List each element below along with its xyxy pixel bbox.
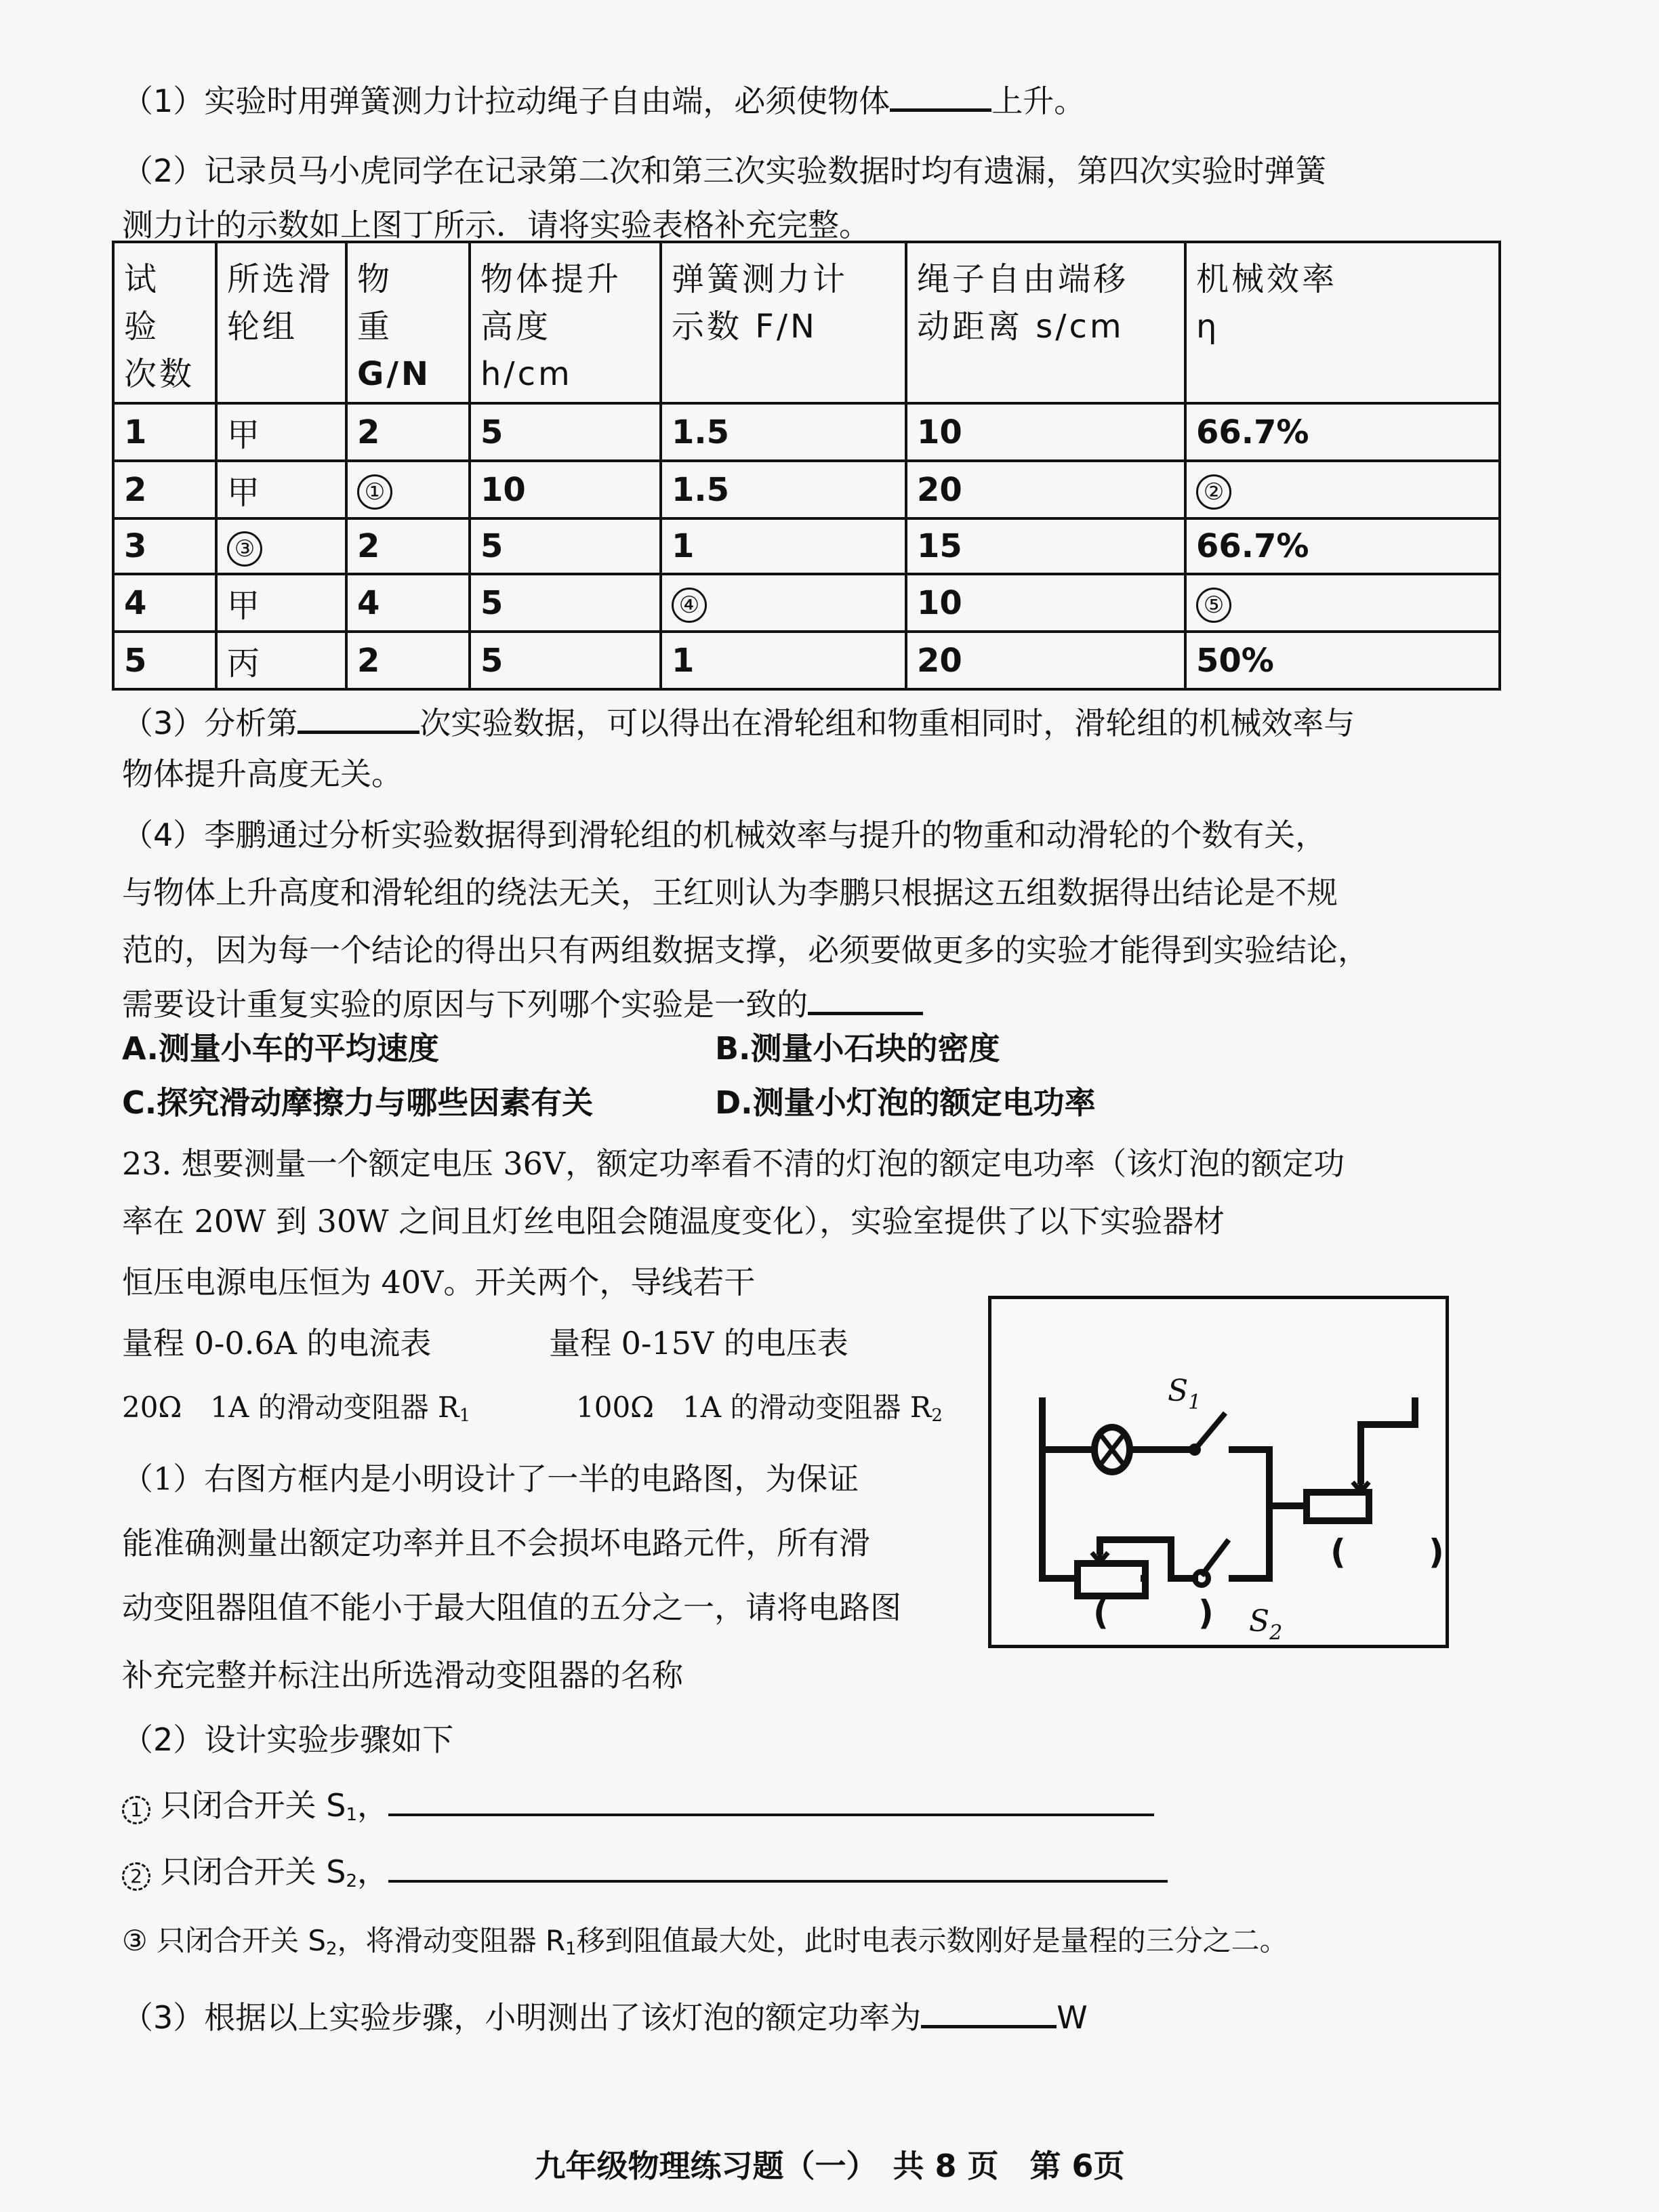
q22-part4-line4 bbox=[122, 979, 923, 1026]
table-cell: 20 bbox=[906, 461, 1185, 518]
option-b[interactable]: B.测量小石块的密度 bbox=[715, 1030, 1000, 1067]
blank-cell-4[interactable] bbox=[661, 574, 906, 632]
q22-part2-line1: （2）记录员马小虎同学在记录第二次和第三次实验数据时均有遗漏，第四次实验时弹簧 bbox=[122, 152, 1327, 189]
table-cell: 2 bbox=[113, 461, 216, 518]
power-answer-blank[interactable] bbox=[921, 1992, 1057, 2028]
table-cell: 甲 bbox=[216, 574, 346, 632]
table-cell: 10 bbox=[470, 461, 661, 518]
power-unit: W bbox=[1057, 1999, 1088, 2036]
equipment-voltmeter: 量程 0-15V 的电压表 bbox=[549, 1325, 848, 1361]
step-2-number: 2 bbox=[122, 1862, 150, 1891]
step-3-text-a: 只闭合开关 S bbox=[157, 1924, 327, 1957]
step-3-subscript-b: 1 bbox=[565, 1939, 577, 1959]
step-1-number: 1 bbox=[122, 1796, 150, 1824]
blank-cell-5[interactable] bbox=[1185, 574, 1500, 632]
header-cell: 弹簧测力计 示数 F/N bbox=[661, 242, 906, 403]
equipment-ammeter: 量程 0-0.6A 的电流表 bbox=[122, 1325, 432, 1361]
q22-part3 bbox=[122, 698, 1355, 745]
step-3-text-c: 移到阻值最大处，此时电表示数刚好是量程的三分之二。 bbox=[576, 1924, 1288, 1957]
table-cell: 1 bbox=[113, 403, 216, 461]
table-cell: 2 bbox=[346, 518, 470, 574]
q23-part3 bbox=[122, 1992, 1088, 2039]
q23-part2-title: （2）设计实验步骤如下 bbox=[122, 1721, 454, 1758]
r1-subscript: 1 bbox=[459, 1406, 471, 1426]
circuit-diagram-box bbox=[988, 1296, 1449, 1648]
q23-part1-line2: 能准确测量出额定功率并且不会损坏电路元件，所有滑 bbox=[122, 1525, 870, 1561]
header-cell: 物 重 G/N bbox=[346, 242, 470, 403]
experiment-table bbox=[112, 241, 1501, 691]
step-1-comma: ， bbox=[357, 1787, 388, 1824]
blank-cell-2[interactable] bbox=[1185, 461, 1500, 518]
r2-text: 100Ω 1A 的滑动变阻器 R bbox=[576, 1391, 932, 1424]
table-row bbox=[113, 461, 1500, 518]
table-row bbox=[113, 403, 1500, 461]
table-cell: 15 bbox=[906, 518, 1185, 574]
table-cell: 50% bbox=[1185, 632, 1500, 689]
table-cell: 1 bbox=[661, 518, 906, 574]
table-row bbox=[113, 632, 1500, 689]
page-footer: 九年级物理练习题（一） 共 8 页 第 6页 bbox=[534, 2148, 1125, 2184]
q22-part1 bbox=[122, 76, 1085, 123]
answer-blank[interactable] bbox=[808, 979, 923, 1015]
rheostat-bottom-icon[interactable] bbox=[1078, 1543, 1145, 1596]
circuit-diagram bbox=[991, 1299, 1446, 1645]
step-2-answer-blank[interactable] bbox=[388, 1853, 1168, 1883]
q22-part4-line3: 范的，因为每一个结论的得出只有两组数据支撑，必须要做更多的实验才能得到实验结论， bbox=[122, 932, 1369, 968]
table-cell: 2 bbox=[346, 403, 470, 461]
blank-marker: ② bbox=[1196, 474, 1231, 510]
step-1 bbox=[122, 1784, 1154, 1837]
table-cell: 66.7% bbox=[1185, 403, 1500, 461]
q22-part4-line1: （4）李鹏通过分析实验数据得到滑轮组的机械效率与提升的物重和动滑轮的个数有关， bbox=[122, 817, 1327, 853]
q22-part3-line2: 物体提升高度无关。 bbox=[122, 756, 403, 792]
q22-part4-line4-text: 需要设计重复实验的原因与下列哪个实验是一致的 bbox=[122, 986, 808, 1023]
header-cell: 物体提升 高度 h/cm bbox=[470, 242, 661, 403]
table-cell: 3 bbox=[113, 518, 216, 574]
table-cell: 5 bbox=[113, 632, 216, 689]
right-paren-close: ) bbox=[1429, 1532, 1444, 1572]
table-cell: 10 bbox=[906, 574, 1185, 632]
q23-intro-line2: 率在 20W 到 30W 之间且灯丝电阻会随温度变化），实验室提供了以下实验器材 bbox=[122, 1203, 1225, 1240]
q23-part3-prefix: （3）根据以上实验步骤，小明测出了该灯泡的额定功率为 bbox=[122, 1999, 922, 2036]
table-cell: 2 bbox=[346, 632, 470, 689]
table-cell: 66.7% bbox=[1185, 518, 1500, 574]
right-paren-open: ( bbox=[1330, 1532, 1346, 1572]
option-d[interactable]: D.测量小灯泡的额定电功率 bbox=[715, 1084, 1096, 1121]
blank-cell-1[interactable] bbox=[346, 461, 470, 518]
q23-intro-line1: 23. 想要测量一个额定电压 36V，额定功率看不清的灯泡的额定电功率（该灯泡的额定功 bbox=[122, 1145, 1345, 1182]
q22-part4-line2: 与物体上升高度和滑轮组的绕法无关，王红则认为李鹏只根据这五组数据得出结论是不规 bbox=[122, 874, 1338, 911]
table-cell: 5 bbox=[470, 574, 661, 632]
answer-blank[interactable] bbox=[890, 76, 991, 112]
header-cell: 所选滑 轮组 bbox=[216, 242, 346, 403]
table-cell: 5 bbox=[470, 632, 661, 689]
q22-part1-prefix: （1）实验时用弹簧测力计拉动绳子自由端，必须使物体 bbox=[122, 83, 890, 119]
r1-text: 20Ω 1A 的滑动变阻器 R bbox=[122, 1391, 459, 1424]
table-cell: 5 bbox=[470, 403, 661, 461]
step-3 bbox=[122, 1919, 1288, 1971]
step-3-text-b: ，将滑动变阻器 R bbox=[337, 1924, 566, 1957]
equipment-power: 恒压电源电压恒为 40V。开关两个，导线若干 bbox=[122, 1264, 756, 1300]
equipment-r2 bbox=[576, 1386, 943, 1437]
step-3-number: ③ bbox=[122, 1924, 148, 1957]
blank-cell-3[interactable] bbox=[216, 518, 346, 574]
r2-subscript: 2 bbox=[931, 1406, 943, 1426]
q23-part1-line4: 补充完整并标注出所选滑动变阻器的名称 bbox=[122, 1657, 683, 1694]
table-row bbox=[113, 518, 1500, 574]
table-row bbox=[113, 574, 1500, 632]
wire-top-right bbox=[1232, 1450, 1269, 1578]
answer-blank[interactable] bbox=[298, 698, 419, 734]
table-header-row bbox=[113, 242, 1500, 403]
table-cell: 1 bbox=[661, 632, 906, 689]
blank-marker: ③ bbox=[227, 531, 262, 567]
s1-label: $S_1$ bbox=[1168, 1374, 1202, 1414]
switch-s1-icon[interactable] bbox=[1189, 1413, 1225, 1456]
header-cell: 绳子自由端移 动距离 s/cm bbox=[906, 242, 1185, 403]
table-cell: 4 bbox=[113, 574, 216, 632]
table-cell: 丙 bbox=[216, 632, 346, 689]
q23-part1-line1: （1）右图方框内是小明设计了一半的电路图，为保证 bbox=[122, 1460, 859, 1497]
q23-part1-line3: 动变阻器阻值不能小于最大阻值的五分之一，请将电路图 bbox=[122, 1589, 901, 1626]
blank-marker: ① bbox=[357, 474, 392, 510]
q22-part3-prefix: （3）分析第 bbox=[122, 705, 298, 741]
equipment-r1 bbox=[122, 1386, 470, 1437]
table-cell: 甲 bbox=[216, 461, 346, 518]
switch-s2-icon[interactable] bbox=[1195, 1540, 1229, 1585]
blank-marker: ⑤ bbox=[1196, 588, 1231, 623]
q22-part1-suffix: 上升。 bbox=[991, 83, 1086, 119]
step-2-text: 只闭合开关 S bbox=[160, 1853, 346, 1890]
lamp-icon bbox=[1094, 1427, 1130, 1472]
table-cell: 甲 bbox=[216, 403, 346, 461]
step-2 bbox=[122, 1850, 1168, 1903]
table-cell: 5 bbox=[470, 518, 661, 574]
wire-right-top bbox=[1361, 1401, 1415, 1481]
q22-part2-line2: 测力计的示数如上图丁所示．请将实验表格补充完整。 bbox=[122, 207, 870, 243]
rheostat-right-icon[interactable] bbox=[1307, 1477, 1369, 1521]
step-3-subscript-a: 2 bbox=[326, 1939, 337, 1959]
q22-part3-suffix: 次实验数据，可以得出在滑轮组和物重相同时，滑轮组的机械效率与 bbox=[419, 705, 1355, 741]
header-cell: 机械效率 η bbox=[1185, 242, 1500, 403]
table-cell: 1.5 bbox=[661, 461, 906, 518]
option-c[interactable]: C.探究滑动摩擦力与哪些因素有关 bbox=[122, 1084, 594, 1121]
step-1-answer-blank[interactable] bbox=[388, 1786, 1154, 1816]
step-1-subscript: 1 bbox=[346, 1805, 357, 1825]
blank-marker: ④ bbox=[672, 588, 707, 623]
step-1-text: 只闭合开关 S bbox=[160, 1787, 346, 1824]
bottom-paren-open: ( bbox=[1093, 1593, 1109, 1633]
bottom-paren-close: ) bbox=[1198, 1593, 1214, 1633]
table-cell: 10 bbox=[906, 403, 1185, 461]
step-2-subscript: 2 bbox=[346, 1871, 357, 1891]
s2-label: $S_2$ bbox=[1249, 1604, 1283, 1645]
table-cell: 4 bbox=[346, 574, 470, 632]
option-a[interactable]: A.测量小车的平均速度 bbox=[122, 1030, 439, 1067]
step-2-comma: ， bbox=[357, 1853, 388, 1890]
table-cell: 20 bbox=[906, 632, 1185, 689]
table-cell: 1.5 bbox=[661, 403, 906, 461]
header-cell: 试 验 次数 bbox=[113, 242, 216, 403]
